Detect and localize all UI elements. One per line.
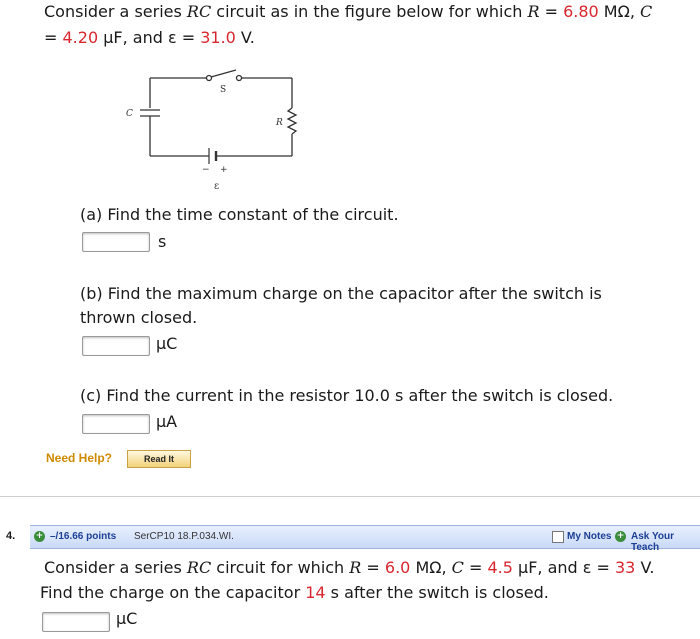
question-divider [0,496,700,497]
ask-teacher-link[interactable]: Ask Your Teach [631,531,674,553]
part-b-question-line2: thrown closed. [80,308,198,327]
part-c-question: (c) Find the current in the resistor 10.0 s after the switch is closed. [80,386,614,405]
q1-line2: = 4.20 μF, and ε = 31.0 V. [44,28,255,47]
expand-plus-icon[interactable]: + [35,531,44,541]
switch-blade [211,70,236,77]
battery-minus: − [202,165,210,175]
q2-time-value: 14 [305,583,326,602]
q2-emf-value: 33 [615,558,636,577]
q2-c-value: 4.5 [487,558,513,577]
resistor [288,108,296,134]
part-c-answer-input[interactable] [82,414,150,434]
part-b-unit: μC [156,334,178,353]
q2-line1: Consider a series RC circuit for which R = 6.0 MΩ, C = 4.5 μF, and ε = 33 V. [44,558,655,577]
part-c-unit: μA [156,412,178,431]
switch-label: S [220,85,227,95]
circuit-diagram [110,68,310,196]
question-4-header [0,525,700,553]
part-b-answer-input[interactable] [82,336,150,356]
c-value: 4.20 [62,28,99,47]
resistor-label: R [276,118,283,128]
part-b-question-line1: (b) Find the maximum charge on the capacitor after the switch is [80,284,602,303]
points-text: –/16.66 points [50,531,117,542]
part-a-question: (a) Find the time constant of the circuit. [80,205,399,224]
q2-unit: μC [116,609,138,628]
need-help-label: Need Help? [46,451,113,465]
emf-value: 31.0 [200,28,236,47]
emf-label: ε [214,181,220,192]
question-header-bar [30,525,700,553]
r-value: 6.80 [563,2,599,21]
question-source: SerCP10 18.P.034.WI. [134,531,234,542]
ask-teacher-plus-icon[interactable]: + [616,531,625,541]
switch-pivot [207,76,212,81]
capacitor-label: C [126,109,133,119]
part-a-answer-input[interactable] [82,232,150,252]
question-number: 4. [6,530,16,542]
read-it-button[interactable]: Read It [127,450,191,468]
part-a-unit: s [158,232,167,251]
q2-r-value: 6.0 [384,558,411,577]
my-notes-link[interactable]: My Notes [567,531,612,542]
switch-contact [237,76,242,81]
q2-line2: Find the charge on the capacitor 14 s after the switch is closed. [40,583,549,602]
my-notes-checkbox[interactable] [552,531,564,543]
battery-plus: + [220,165,228,175]
q2-answer-input[interactable] [42,612,110,632]
q1-line1: Consider a series RC circuit as in the figure below for which R = 6.80 MΩ, C [44,2,653,21]
